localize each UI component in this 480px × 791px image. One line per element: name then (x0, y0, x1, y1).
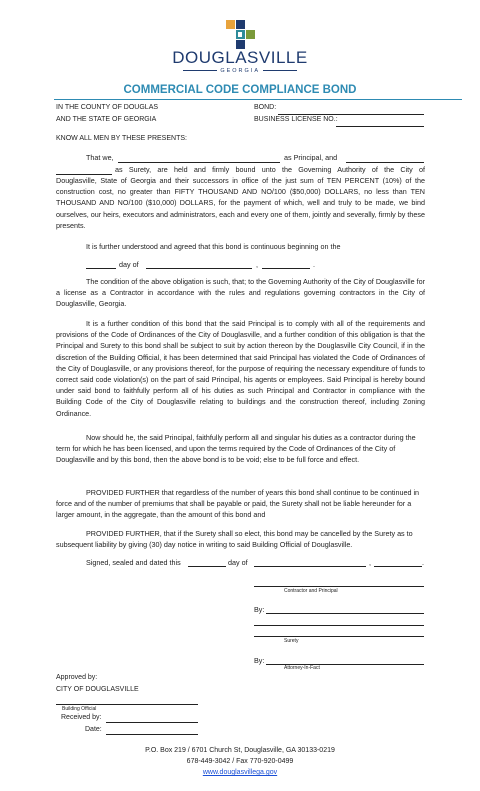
license-label: BUSINESS LICENSE NO.: (254, 116, 338, 123)
principal-name-field[interactable] (118, 162, 280, 163)
footer-phone: 678-449-3042 / Fax 770-920-0499 (186, 758, 294, 765)
license-field[interactable] (336, 126, 424, 127)
p6-text: PROVIDED FURTHER that regardless of the number of years this bond shall continue to be continued in force and of the number of premiums that shall be payable or paid, the Surety shall not be liable hereunder for a larger amount, in the aggregate, than the amount of this bond and (56, 488, 420, 520)
surety-signature-line-2[interactable] (254, 636, 424, 637)
approved-label: Approved by: (56, 674, 98, 681)
footer-website-link[interactable]: www.douglasvillega.gov (202, 769, 278, 776)
p1-body: Douglasville, State of Georgia and their successors in office of the just sum of TEN PERCENT (10%) of the construction cost, no greater than FIFTY THOUSAND AND NO/100 ($50,000) DOLLARS, no less than TEN THOUSAND AND NO/100 ($10,000) DOLLARS, for the payment of which, well and truly to be made, we bind ourselves, our heirs, executors and administrators, each and every one of them, jointly and severally, firmly by these presents. (56, 176, 425, 230)
begin-comma: , (256, 260, 258, 269)
bond-label: BOND: (254, 104, 277, 111)
as-principal-text: as Principal, and (284, 153, 338, 162)
document-title: COMMERCIAL CODE COMPLIANCE BOND (123, 84, 357, 96)
begin-period: . (313, 260, 315, 269)
city-label: CITY OF DOUGLASVILLE (56, 686, 139, 693)
bond-field[interactable] (278, 114, 424, 115)
title-rule (54, 99, 462, 100)
date-label: Date: (85, 726, 102, 733)
as-surety-text: as Surety, are held and firmly bound unto the Governing Authority of the City of (115, 165, 425, 174)
by-label-1: By: (254, 605, 265, 614)
surety-label: Surety (284, 638, 299, 644)
p4-text: It is a further condition of this bond that the said Principal is to comply with all of the requirements and provisions of the Code of Ordinances of the City of Douglasville, and a further condition of this obligation is that the Principal and Surety to this bond shall be subject to suit by action thereon by the Douglasville City Council, if in the discretion of the Building Official, it has been determined that said Principal has violated the Code of Ordinances of the City of Douglasville, or any provisions thereof, for the purpose of requiring the necessary expenditure of funds to correct said code violation(s) on the part of said Principal, his agents or employees. Said Principal is hereby bound under said bond to faithfully perform all of his duties as such Principal and Contractor in compliance with the Building Code of the City of Douglasville relating to buildings and the construction thereof, including Zoning Ordinance. (56, 319, 425, 418)
logo-subtitle: GEORGIA (0, 68, 480, 74)
signed-day-of: day of (228, 558, 248, 567)
know-all-line: KNOW ALL MEN BY THESE PRESENTS: (56, 135, 187, 142)
p2-text: It is further understood and agreed that this bond is continuous beginning on the (86, 242, 341, 251)
surety-name-field-1[interactable] (346, 162, 424, 163)
signed-period: . (422, 558, 424, 567)
received-by-field[interactable] (106, 722, 198, 723)
state-line: AND THE STATE OF GEORGIA (56, 116, 157, 123)
signed-month-field[interactable] (254, 566, 366, 567)
begin-day-of: day of (119, 260, 139, 269)
logo-wordmark: DOUGLASVILLE (172, 48, 308, 67)
received-by-label: Received by: (61, 714, 102, 721)
begin-year-field[interactable] (262, 268, 310, 269)
begin-day-field[interactable] (86, 268, 116, 269)
city-logo (0, 16, 480, 80)
signed-year-field[interactable] (374, 566, 422, 567)
signed-text: Signed, sealed and dated this (86, 558, 181, 567)
county-line: IN THE COUNTY OF DOUGLAS (56, 104, 159, 111)
date-field[interactable] (106, 734, 198, 735)
attorney-label: Attorney-In-Fact (284, 665, 320, 671)
signed-day-field[interactable] (188, 566, 226, 567)
building-official-line[interactable] (56, 704, 198, 705)
p5-text: Now should he, the said Principal, faithfully perform all and singular his duties as a contractor during the term for which he has been licensed, and upon the terms required by the Code of Ordinances of the City of Douglasville and by this bond, then the above bond is to be void; else to be full force and effect. (56, 433, 416, 465)
footer-address: P.O. Box 219 / 6701 Church St, Douglasville, GA 30133-0219 (145, 747, 335, 754)
contractor-signature-line[interactable] (254, 586, 424, 587)
begin-month-field[interactable] (146, 268, 252, 269)
by-label-2: By: (254, 656, 265, 665)
p1-line1: That we, (86, 153, 114, 162)
contractor-label: Contractor and Principal (284, 588, 338, 594)
contractor-by-field[interactable] (266, 613, 424, 614)
p3-text: The condition of the above obligation is such, that; to the Governing Authority of the City of Douglasville for a license as a Contractor in accordance with the rules and regulations governing contractors in the City of Douglasville, Georgia. (56, 277, 425, 309)
p7-text: PROVIDED FURTHER, that if the Surety shall so elect, this bond may be cancelled by the Surety as to subsequent liability by giving (30) day notice in writing to said Building Official of Douglasville. (56, 529, 413, 550)
building-official-label: Building Official (62, 706, 97, 712)
surety-signature-line-1[interactable] (254, 625, 424, 626)
logo-mark-icon (224, 20, 256, 50)
signed-comma: , (369, 558, 371, 567)
